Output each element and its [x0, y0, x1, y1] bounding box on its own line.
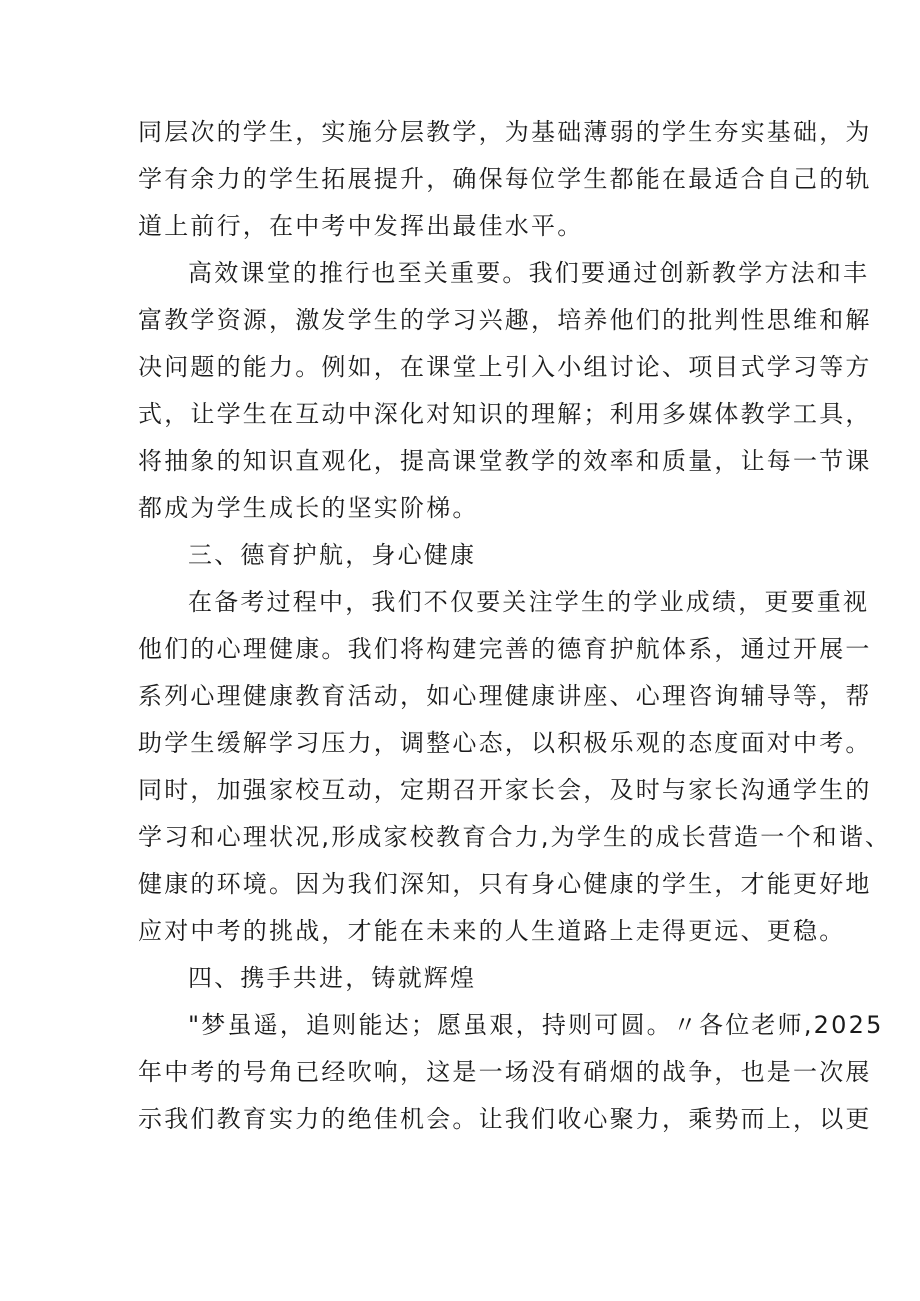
section-heading: 三、德育护航，身心健康 [188, 541, 477, 569]
paragraph-line: 示我们教育实力的绝佳机会。让我们收心聚力，乘势而上，以更 [138, 1105, 872, 1133]
paragraph-line: 道上前行，在中考中发挥出最佳水平。 [138, 212, 584, 240]
paragraph-line: 系列心理健康教育活动，如心理健康讲座、心理咨询辅导等，帮 [138, 682, 872, 710]
paragraph-line: 学习和心理状况,形成家校教育合力,为学生的成长营造一个和谐、 [138, 823, 892, 851]
paragraph-line: 助学生缓解学习压力，调整心态，以积极乐观的态度面对中考。 [138, 729, 872, 757]
paragraph-line: 健康的环境。因为我们深知，只有身心健康的学生，才能更好地 [138, 870, 872, 898]
section-heading: 四、携手共进，铸就辉煌 [188, 964, 477, 992]
paragraph-line: 学有余力的学生拓展提升，确保每位学生都能在最适合自己的轨 [138, 165, 872, 193]
paragraph-line: 富教学资源，激发学生的学习兴趣，培养他们的批判性思维和解 [138, 306, 872, 334]
paragraph-line: 决问题的能力。例如，在课堂上引入小组讨论、项目式学习等方 [138, 353, 872, 381]
document-body [138, 109, 892, 1143]
paragraph-line: 式，让学生在互动中深化对知识的理解；利用多媒体教学工具， [138, 400, 872, 428]
section-heading-3 [138, 532, 798, 579]
paragraph-line: 将抽象的知识直观化，提高课堂教学的效率和质量，让每一节课 [138, 447, 872, 475]
paragraph-line: 应对中考的挑战，才能在未来的人生道路上走得更远、更稳。 [138, 917, 846, 945]
paragraph-line: 同层次的学生，实施分层教学，为基础薄弱的学生夯实基础，为 [138, 118, 872, 146]
paragraph-line: 高效课堂的推行也至关重要。我们要通过创新教学方法和丰 [188, 259, 870, 287]
paragraph-2 [138, 250, 872, 532]
paragraph-line: 在备考过程中，我们不仅要关注学生的学业成绩，更要重视 [188, 588, 870, 616]
paragraph-1 [138, 109, 872, 250]
paragraph-4 [138, 1002, 884, 1143]
paragraph-line: "梦虽遥，追则能达；愿虽艰，持则可圆。〃各位老师,2025 [188, 1011, 884, 1039]
paragraph-3 [138, 579, 892, 955]
paragraph-line: 年中考的号角已经吹响，这是一场没有硝烟的战争，也是一次展 [138, 1058, 872, 1086]
paragraph-line: 都成为学生成长的坚实阶梯。 [138, 494, 479, 522]
section-heading-4 [138, 955, 798, 1002]
paragraph-line: 他们的心理健康。我们将构建完善的德育护航体系，通过开展一 [138, 635, 872, 663]
paragraph-line: 同时，加强家校互动，定期召开家长会，及时与家长沟通学生的 [138, 776, 872, 804]
